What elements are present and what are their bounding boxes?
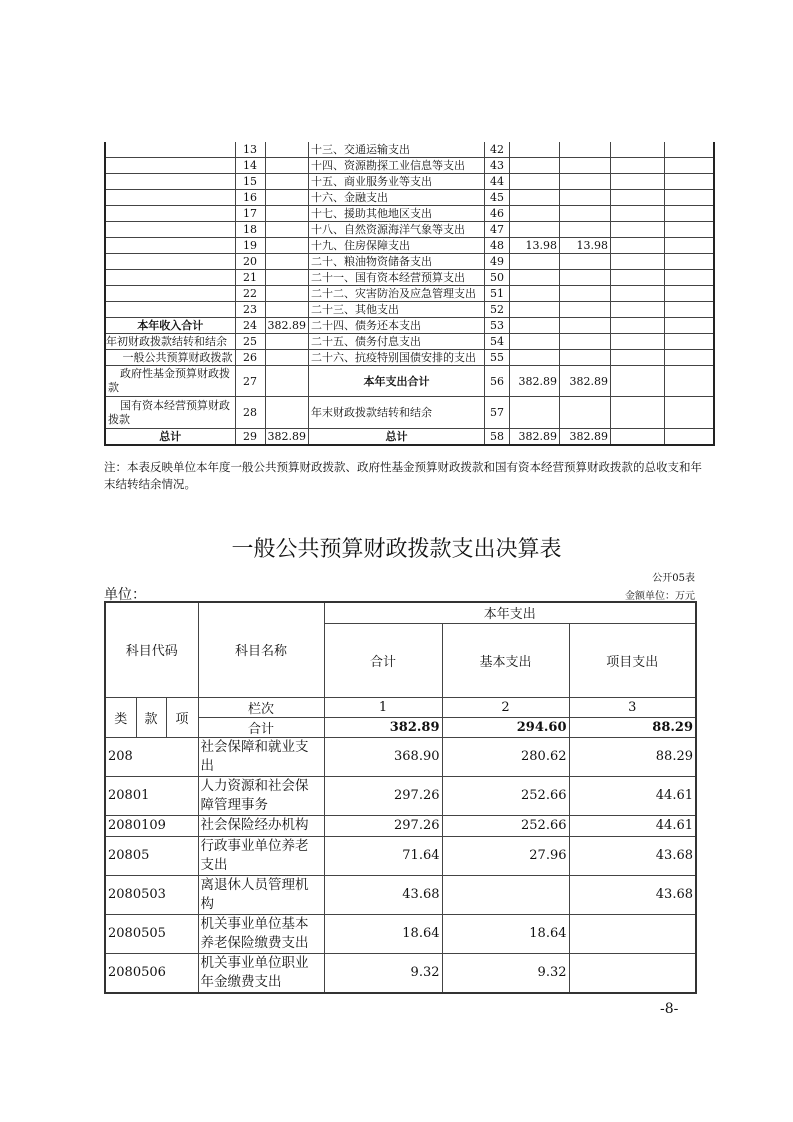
amount-basic: 27.96 [442,836,569,875]
value-general: 382.89 [560,429,611,446]
left-amount [265,350,309,366]
value-fund [611,429,665,446]
header-project: 项目支出 [569,623,696,697]
value-total: 382.89 [510,366,560,397]
table-row [105,334,714,350]
expenditure-item: 十三、交通运输支出 [309,142,485,158]
expenditure-item: 二十五、债务付息支出 [309,334,485,350]
table-note: 注：本表反映单位本年度一般公共预算财政拨款、政府性基金预算财政拨款和国有资本经营预算财政拨款的总收支和年末结转结余情况。 [104,460,702,491]
value-general [560,158,611,174]
table-row [105,350,714,366]
left-amount [265,286,309,302]
line-no: 44 [485,174,510,190]
left-line-no: 24 [235,318,265,334]
subject-name: 人力资源和社会保障管理事务 [198,776,324,815]
line-no: 42 [485,142,510,158]
amount-total: 71.64 [324,836,442,875]
amount-total: 18.64 [324,914,442,953]
left-label [105,302,235,318]
left-amount: 382.89 [265,318,309,334]
column-no-3: 3 [569,697,696,717]
form-number: 公开05表 [652,573,695,584]
value-total: 382.89 [510,429,560,446]
value-total [510,142,560,158]
line-no: 45 [485,190,510,206]
sum-label: 合计 [198,717,324,737]
subject-code: 2080506 [105,953,198,993]
subject-name: 社会保障和就业支出 [198,737,324,776]
line-no: 51 [485,286,510,302]
table-row [105,206,714,222]
subject-name: 机关事业单位基本养老保险缴费支出 [198,914,324,953]
value-general [560,190,611,206]
header-basic: 基本支出 [442,623,569,697]
left-label: 政府性基金预算财政拨款 [105,366,235,397]
table-row [105,875,696,914]
subject-name: 离退休人员管理机构 [198,875,324,914]
amount-basic: 252.66 [442,815,569,836]
line-no: 47 [485,222,510,238]
expenditure-item: 十六、金融支出 [309,190,485,206]
header-code: 科目代码 [105,602,198,697]
expenditure-item: 总计 [309,429,485,446]
subject-code: 2080503 [105,875,198,914]
value-general [560,222,611,238]
value-fund [611,142,665,158]
table-row [105,238,714,254]
value-state-capital [665,158,714,174]
value-fund [611,302,665,318]
sum-total: 382.89 [324,717,442,737]
value-total [510,222,560,238]
header-kuan: 款 [136,697,166,737]
value-total [510,190,560,206]
left-line-no: 22 [235,286,265,302]
line-no: 49 [485,254,510,270]
line-no: 56 [485,366,510,397]
sum-project: 88.29 [569,717,696,737]
value-state-capital [665,190,714,206]
left-amount [265,222,309,238]
value-state-capital [665,222,714,238]
header-total: 合计 [324,623,442,697]
value-state-capital [665,286,714,302]
table-row [105,174,714,190]
header-xiang: 项 [166,697,198,737]
line-no: 43 [485,158,510,174]
table-title: 一般公共预算财政拨款支出决算表 [231,537,562,562]
expenditure-item: 二十一、国有资本经营预算支出 [309,270,485,286]
general-budget-expenditure-table [104,601,697,994]
table-row [105,815,696,836]
value-total [510,318,560,334]
value-total [510,397,560,429]
expenditure-item: 二十、粮油物资储备支出 [309,254,485,270]
line-no: 57 [485,397,510,429]
left-label [105,238,235,254]
value-total: 13.98 [510,238,560,254]
left-label: 年初财政拨款结转和结余 [105,334,235,350]
amount-project: 44.61 [569,815,696,836]
left-amount [265,302,309,318]
value-state-capital [665,206,714,222]
left-label: 总计 [105,429,235,446]
left-amount [265,158,309,174]
value-general [560,174,611,190]
header-name: 科目名称 [198,602,324,697]
left-label [105,286,235,302]
table-row [105,222,714,238]
amount-project: 88.29 [569,737,696,776]
subject-code: 2080109 [105,815,198,836]
expenditure-item: 十八、自然资源海洋气象等支出 [309,222,485,238]
value-general [560,318,611,334]
expenditure-item: 二十二、灾害防治及应急管理支出 [309,286,485,302]
left-label [105,190,235,206]
amount-basic: 18.64 [442,914,569,953]
page-number: -8- [660,1001,679,1017]
value-fund [611,366,665,397]
line-no: 53 [485,318,510,334]
table-row [105,737,696,776]
amount-project [569,914,696,953]
table-row [105,397,714,429]
value-fund [611,238,665,254]
line-no: 54 [485,334,510,350]
amount-total: 297.26 [324,776,442,815]
left-line-no: 27 [235,366,265,397]
value-general [560,397,611,429]
left-label [105,206,235,222]
left-label [105,270,235,286]
line-no: 46 [485,206,510,222]
left-line-no: 16 [235,190,265,206]
value-total [510,350,560,366]
left-amount [265,397,309,429]
left-line-no: 19 [235,238,265,254]
header-this-year: 本年支出 [324,602,696,623]
left-amount [265,238,309,254]
value-state-capital [665,254,714,270]
left-label [105,254,235,270]
left-label: 国有资本经营预算财政拨款 [105,397,235,429]
table-row [105,286,714,302]
left-line-no: 18 [235,222,265,238]
value-state-capital [665,302,714,318]
column-no-2: 2 [442,697,569,717]
value-fund [611,270,665,286]
left-line-no: 25 [235,334,265,350]
value-general [560,142,611,158]
value-general [560,350,611,366]
value-fund [611,222,665,238]
table-row [105,776,696,815]
line-no: 55 [485,350,510,366]
left-line-no: 28 [235,397,265,429]
value-total [510,158,560,174]
left-line-no: 13 [235,142,265,158]
expenditure-item: 本年支出合计 [309,366,485,397]
amount-project: 44.61 [569,776,696,815]
table-row [105,254,714,270]
value-state-capital [665,270,714,286]
left-label [105,142,235,158]
table-row [105,953,696,993]
value-fund [611,158,665,174]
value-state-capital [665,238,714,254]
value-general [560,302,611,318]
table-row [105,318,714,334]
left-amount [265,174,309,190]
subject-name: 社会保险经办机构 [198,815,324,836]
value-total [510,334,560,350]
table-row [105,429,714,446]
left-label [105,174,235,190]
line-no: 58 [485,429,510,446]
fiscal-appropriation-income-expenditure-table [104,142,715,446]
value-general: 13.98 [560,238,611,254]
amount-total: 43.68 [324,875,442,914]
subject-code: 208 [105,737,198,776]
table-row [105,914,696,953]
value-state-capital [665,318,714,334]
amount-unit: 金额单位：万元 [625,591,695,602]
table-row [105,190,714,206]
left-label: 一般公共预算财政拨款 [105,350,235,366]
amount-basic: 252.66 [442,776,569,815]
amount-total: 9.32 [324,953,442,993]
left-line-no: 26 [235,350,265,366]
sum-basic: 294.60 [442,717,569,737]
line-no: 52 [485,302,510,318]
left-label: 本年收入合计 [105,318,235,334]
amount-basic [442,875,569,914]
table-row [105,158,714,174]
amount-project [569,953,696,993]
value-fund [611,174,665,190]
expenditure-item: 二十六、抗疫特别国债安排的支出 [309,350,485,366]
column-no-1: 1 [324,697,442,717]
expenditure-item: 二十四、债务还本支出 [309,318,485,334]
left-label [105,222,235,238]
subject-code: 2080505 [105,914,198,953]
value-total [510,206,560,222]
value-state-capital [665,174,714,190]
subject-code: 20801 [105,776,198,815]
subject-name: 行政事业单位养老支出 [198,836,324,875]
left-amount [265,206,309,222]
value-fund [611,206,665,222]
value-general [560,334,611,350]
table-row [105,142,714,158]
value-fund [611,350,665,366]
expenditure-item: 十九、住房保障支出 [309,238,485,254]
left-line-no: 17 [235,206,265,222]
table-row [105,836,696,875]
value-state-capital [665,397,714,429]
value-general [560,270,611,286]
subject-code: 20805 [105,836,198,875]
value-fund [611,318,665,334]
value-total [510,270,560,286]
expenditure-item: 十五、商业服务业等支出 [309,174,485,190]
expenditure-item: 十七、援助其他地区支出 [309,206,485,222]
expenditure-item: 十四、资源勘探工业信息等支出 [309,158,485,174]
left-label [105,158,235,174]
amount-basic: 9.32 [442,953,569,993]
unit-label: 单位： [104,587,146,603]
amount-project: 43.68 [569,836,696,875]
value-general: 382.89 [560,366,611,397]
amount-total: 368.90 [324,737,442,776]
left-line-no: 14 [235,158,265,174]
amount-project: 43.68 [569,875,696,914]
value-fund [611,190,665,206]
left-line-no: 23 [235,302,265,318]
value-state-capital [665,366,714,397]
left-line-no: 15 [235,174,265,190]
value-state-capital [665,350,714,366]
value-state-capital [665,142,714,158]
expenditure-item: 年末财政拨款结转和结余 [309,397,485,429]
left-line-no: 21 [235,270,265,286]
expenditure-item: 二十三、其他支出 [309,302,485,318]
value-state-capital [665,334,714,350]
line-no: 50 [485,270,510,286]
left-amount [265,254,309,270]
value-total [510,302,560,318]
amount-total: 297.26 [324,815,442,836]
left-amount [265,270,309,286]
amount-basic: 280.62 [442,737,569,776]
value-total [510,286,560,302]
value-total [510,254,560,270]
header-lei: 类 [105,697,136,737]
value-fund [611,286,665,302]
table-row [105,270,714,286]
value-fund [611,397,665,429]
value-general [560,254,611,270]
value-total [510,174,560,190]
subject-name: 机关事业单位职业年金缴费支出 [198,953,324,993]
value-fund [611,334,665,350]
left-amount [265,366,309,397]
value-fund [611,254,665,270]
left-amount [265,190,309,206]
value-state-capital [665,429,714,446]
line-no: 48 [485,238,510,254]
left-amount [265,334,309,350]
table-row [105,302,714,318]
left-amount [265,142,309,158]
value-general [560,286,611,302]
table-row [105,366,714,397]
left-line-no: 20 [235,254,265,270]
left-amount: 382.89 [265,429,309,446]
column-no-label: 栏次 [198,697,324,717]
left-line-no: 29 [235,429,265,446]
value-general [560,206,611,222]
